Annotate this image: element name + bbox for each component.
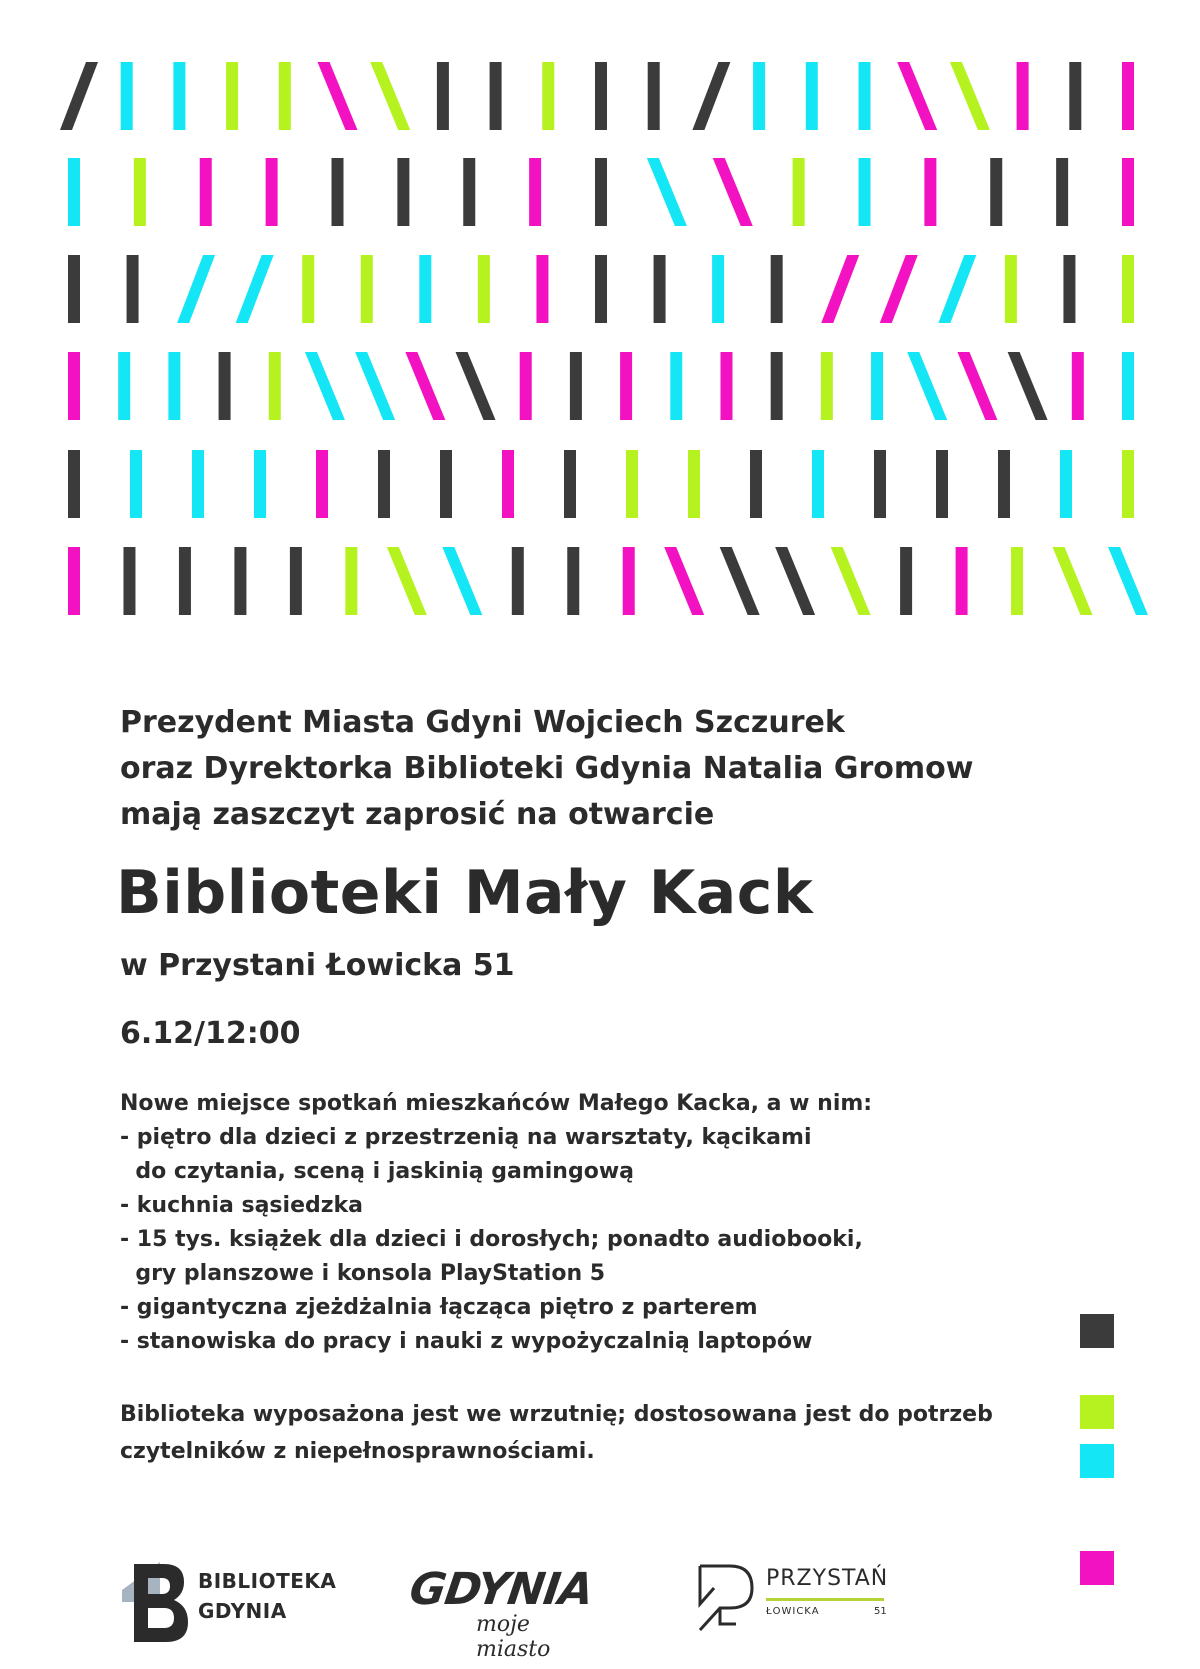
dark-stripe xyxy=(874,450,886,518)
dark-stripe xyxy=(654,255,666,323)
dark-stripe xyxy=(179,547,191,615)
dark-stripe xyxy=(123,547,135,615)
feature-line: - gigantyczna zjeżdżalnia łącząca piętro z parterem xyxy=(120,1295,758,1320)
cyan-stripe xyxy=(670,352,682,420)
dark-stripe xyxy=(648,62,660,130)
dark-stripe xyxy=(127,255,139,323)
magenta-stripe xyxy=(1122,158,1134,226)
magenta-stripe xyxy=(316,450,328,518)
magenta-stripe xyxy=(200,158,212,226)
note-line: czytelników z niepełnosprawnościami. xyxy=(120,1439,595,1464)
dark-stripe xyxy=(1063,255,1075,323)
dark-stripe xyxy=(692,62,730,130)
cyan-stripe xyxy=(1060,450,1072,518)
cyan-stripe xyxy=(859,158,871,226)
cyan-stripe xyxy=(121,62,133,130)
cyan-stripe xyxy=(1108,547,1148,615)
przystan-p-icon xyxy=(696,1564,756,1634)
feature-line: - 15 tys. książek dla dzieci i dorosłych; ponadto audiobooki, xyxy=(120,1227,863,1252)
magenta-stripe xyxy=(529,158,541,226)
feature-line: - kuchnia sąsiedzka xyxy=(120,1193,364,1218)
magenta-stripe xyxy=(1017,62,1029,130)
cyan-stripe xyxy=(168,352,180,420)
lime-stripe xyxy=(821,352,833,420)
cyan-stripe xyxy=(442,547,482,615)
feature-line: - stanowiska do pracy i nauki z wypożyczalnią laptopów xyxy=(120,1329,813,1354)
feature-line: Nowe miejsce spotkań mieszkańców Małego Kacka, a w nim: xyxy=(120,1091,873,1116)
magenta-stripe xyxy=(266,158,278,226)
magenta-stripe xyxy=(924,158,936,226)
event-title: Biblioteki Mały Kack xyxy=(116,858,814,928)
cyan-stripe xyxy=(68,158,80,226)
lime-stripe xyxy=(831,547,871,615)
dark-stripe xyxy=(378,450,390,518)
dark-stripe xyxy=(234,547,246,615)
przystan-logo-street: ŁOWICKA xyxy=(766,1606,820,1617)
cyan-stripe xyxy=(859,62,871,130)
magenta-stripe xyxy=(520,352,532,420)
event-datetime: 6.12/12:00 xyxy=(120,1016,301,1051)
feature-line: - piętro dla dzieci z przestrzenią na warsztaty, kącikami xyxy=(120,1125,812,1150)
dark-stripe xyxy=(60,62,98,130)
cyan-stripe xyxy=(753,62,765,130)
dark-stripe xyxy=(490,62,502,130)
dark-stripe xyxy=(998,450,1010,518)
biblioteka-gdynia-logo xyxy=(118,1562,348,1644)
magenta-stripe xyxy=(502,450,514,518)
cyan-stripe xyxy=(236,255,274,323)
lime-stripe xyxy=(387,547,427,615)
magenta-stripe xyxy=(623,547,635,615)
cyan-square xyxy=(1080,1444,1114,1478)
magenta-stripe xyxy=(664,547,704,615)
lime-stripe xyxy=(345,547,357,615)
cyan-stripe xyxy=(647,158,687,226)
przystan-logo-number: 51 xyxy=(874,1606,887,1617)
lime-stripe xyxy=(1005,255,1017,323)
hosts-line: oraz Dyrektorka Biblioteki Gdynia Natalia Gromow xyxy=(120,751,974,786)
dark-stripe xyxy=(290,547,302,615)
dark-stripe xyxy=(1008,352,1048,420)
lime-stripe xyxy=(134,158,146,226)
cyan-stripe xyxy=(907,352,947,420)
cyan-stripe xyxy=(130,450,142,518)
cyan-stripe xyxy=(305,352,345,420)
feature-line: do czytania, sceną i jaskinią gamingową xyxy=(120,1159,634,1184)
note-line: Biblioteka wyposażona jest we wrzutnię; dostosowana jest do potrzeb xyxy=(120,1402,993,1427)
event-place: w Przystani Łowicka 51 xyxy=(120,948,515,983)
magenta-stripe xyxy=(68,547,80,615)
lime-stripe xyxy=(1122,450,1134,518)
dark-stripe xyxy=(456,352,496,420)
magenta-stripe xyxy=(620,352,632,420)
magenta-stripe xyxy=(536,255,548,323)
dark-stripe xyxy=(771,255,783,323)
dark-stripe xyxy=(1056,158,1068,226)
dark-stripe xyxy=(1069,62,1081,130)
przystan-logo-name: PRZYSTAŃ xyxy=(766,1566,889,1591)
cyan-stripe xyxy=(812,450,824,518)
lime-stripe xyxy=(542,62,554,130)
dark-stripe xyxy=(595,62,607,130)
magenta-stripe xyxy=(1122,62,1134,130)
magenta-stripe xyxy=(880,255,918,323)
lime-stripe xyxy=(478,255,490,323)
przystan-logo xyxy=(696,1560,896,1650)
cyan-stripe xyxy=(1122,352,1134,420)
cyan-stripe xyxy=(254,450,266,518)
logo-line: GDYNIA xyxy=(198,1599,287,1623)
cyan-stripe xyxy=(871,352,883,420)
lime-stripe xyxy=(688,450,700,518)
dark-stripe xyxy=(595,158,607,226)
lime-stripe xyxy=(1011,547,1023,615)
lime-stripe xyxy=(370,62,410,130)
dark-stripe xyxy=(771,352,783,420)
gdynia-logo-name: GDYNIA xyxy=(406,1564,596,1615)
dark-stripe xyxy=(219,352,231,420)
cyan-stripe xyxy=(806,62,818,130)
feature-line: gry planszowe i konsola PlayStation 5 xyxy=(120,1261,606,1286)
dark-stripe xyxy=(990,158,1002,226)
dark-square xyxy=(1080,1314,1114,1348)
przystan-logo-bar xyxy=(766,1598,884,1601)
magenta-stripe xyxy=(821,255,859,323)
cyan-stripe xyxy=(712,255,724,323)
magenta-stripe xyxy=(956,547,968,615)
cyan-stripe xyxy=(177,255,215,323)
magenta-stripe xyxy=(1072,352,1084,420)
biblioteka-logo-text xyxy=(198,1566,336,1626)
cyan-stripe xyxy=(192,450,204,518)
magenta-stripe xyxy=(957,352,997,420)
lime-stripe xyxy=(793,158,805,226)
dark-stripe xyxy=(564,450,576,518)
dark-stripe xyxy=(750,450,762,518)
magenta-stripe xyxy=(318,62,358,130)
accessibility-note xyxy=(120,1396,993,1470)
lime-stripe xyxy=(269,352,281,420)
cyan-stripe xyxy=(419,255,431,323)
cyan-stripe xyxy=(118,352,130,420)
lime-stripe xyxy=(226,62,238,130)
lime-stripe xyxy=(279,62,291,130)
lime-stripe xyxy=(361,255,373,323)
invitation-hosts xyxy=(120,700,1080,838)
dark-stripe xyxy=(68,450,80,518)
magenta-stripe xyxy=(897,62,937,130)
gdynia-logo xyxy=(406,1562,608,1662)
magenta-stripe xyxy=(713,158,753,226)
decorative-bar-pattern xyxy=(0,0,1200,660)
magenta-stripe xyxy=(405,352,445,420)
dark-stripe xyxy=(440,450,452,518)
dark-stripe xyxy=(332,158,344,226)
dark-stripe xyxy=(68,255,80,323)
features-list xyxy=(120,1087,872,1359)
dark-stripe xyxy=(775,547,815,615)
dark-stripe xyxy=(397,158,409,226)
cyan-stripe xyxy=(173,62,185,130)
lime-stripe xyxy=(626,450,638,518)
magenta-stripe xyxy=(68,352,80,420)
biblioteka-b-icon xyxy=(118,1562,190,1644)
dark-stripe xyxy=(936,450,948,518)
hosts-line: Prezydent Miasta Gdyni Wojciech Szczurek xyxy=(120,705,845,740)
gdynia-logo-tagline: moje miasto xyxy=(476,1612,551,1662)
dark-stripe xyxy=(463,158,475,226)
dark-stripe xyxy=(900,547,912,615)
dark-stripe xyxy=(595,255,607,323)
magenta-stripe xyxy=(720,352,732,420)
dark-stripe xyxy=(437,62,449,130)
lime-stripe xyxy=(950,62,990,130)
dark-stripe xyxy=(720,547,760,615)
cyan-stripe xyxy=(355,352,395,420)
dark-stripe xyxy=(570,352,582,420)
lime-square xyxy=(1080,1395,1114,1429)
dark-stripe xyxy=(567,547,579,615)
lime-stripe xyxy=(302,255,314,323)
logo-line: BIBLIOTEKA xyxy=(198,1569,337,1593)
cyan-stripe xyxy=(938,255,976,323)
dark-stripe xyxy=(512,547,524,615)
lime-stripe xyxy=(1122,255,1134,323)
lime-stripe xyxy=(1053,547,1093,615)
magenta-square xyxy=(1080,1551,1114,1585)
hosts-line: mają zaszczyt zaprosić na otwarcie xyxy=(120,797,715,832)
